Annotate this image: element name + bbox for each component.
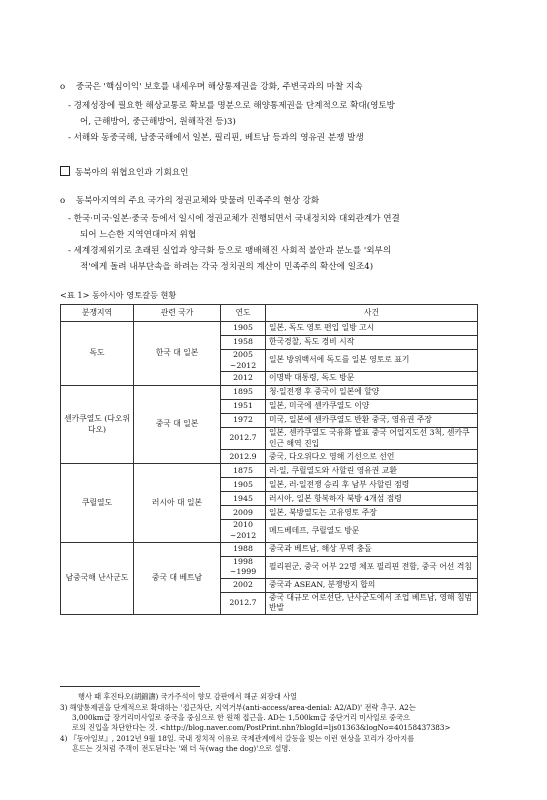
event-cell: 미국, 일본에 센카쿠열도 반환 중국, 영유권 주장: [266, 414, 478, 428]
bullet-2: [60, 196, 319, 207]
year-cell: 1905: [221, 322, 266, 336]
event-cell: 중국, 다오위다오 영해 기선으로 선언: [266, 450, 478, 464]
region-cell: 독도: [61, 322, 134, 386]
event-cell: 필리핀군, 중국 어부 22명 체포 필리핀 전함, 중국 어선 격침: [266, 556, 478, 578]
table-row: [61, 542, 478, 556]
year-cell: 2002: [221, 578, 266, 592]
section-heading: [60, 166, 188, 179]
countries-cell: 중국 대 일본: [134, 386, 221, 464]
header-year: 연도: [221, 305, 266, 322]
bullet-1-sub-1-line-1: - 경제성장에 필요한 해상교통로 확보를 명분으로 해양통제권을 단계적으로 확대(영토방: [68, 101, 395, 111]
year-cell: 1998 ~1999: [221, 556, 266, 578]
footnote-divider: [60, 686, 200, 687]
bullet-1-sub-2: - 서해와 동중국해, 남중국해에서 일본, 필리핀, 베트남 등과의 영유권 분쟁 발생: [68, 133, 364, 143]
bullet-1-sub-1-line-2: 어, 근해방어, 중근해방어, 원해작전 등)3): [80, 117, 236, 127]
bullet-marker: o: [60, 82, 66, 92]
table-caption: <표 1> 동아시아 영토갈등 현황: [60, 290, 177, 300]
event-cell: 일본, 러·일전쟁 승리 후 남부 사할린 점령: [266, 478, 478, 492]
table-row: [61, 464, 478, 478]
table-body: [61, 322, 478, 615]
header-event: 사건: [266, 305, 478, 322]
event-cell: 일본, 미국에 센카쿠열도 이양: [266, 400, 478, 414]
region-cell: 쿠릴열도: [61, 464, 134, 542]
event-cell: 메드베데프, 쿠릴열도 방문: [266, 520, 478, 542]
footnote-4-line-1: 4) 『동아일보』, 2012년 9월 18일. 국내 정치적 이유로 국제관계에서 갈등을 빚는 이런 현상을 꼬리가 강아지를: [60, 734, 415, 743]
event-cell: 이명박 대통령, 독도 방문: [266, 372, 478, 386]
bullet-marker: o: [60, 196, 66, 206]
year-cell: 2005 ~2012: [221, 350, 266, 372]
section-heading-text: 동북아의 위협요인과 기회요인: [75, 168, 189, 178]
year-cell: 1895: [221, 386, 266, 400]
year-cell: 2012: [221, 372, 266, 386]
event-cell: 일본, 센카쿠열도 국유화 발표 중국 어업지도선 3척, 센카쿠 인근 해역 진입: [266, 428, 478, 450]
footnote-4-line-2: 흔드는 것처럼 주객이 전도된다는 '왜 더 독(wag the dog)'으로 설명.: [72, 744, 291, 753]
bullet-2-sub-2-line-1: - 세계경제위기로 초래된 실업과 양극화 등으로 팽배해진 사회적 불안과 분노를 '외부의: [68, 246, 392, 256]
year-cell: 1905: [221, 478, 266, 492]
countries-cell: 러시아 대 일본: [134, 464, 221, 542]
year-cell: 1951: [221, 400, 266, 414]
event-cell: 중국과 베트남, 해상 무력 충돌: [266, 542, 478, 556]
year-cell: 2012.9: [221, 450, 266, 464]
event-cell: 일본, 독도 영토 편입 일방 고시: [266, 322, 478, 336]
checkbox-square-icon: [60, 166, 70, 176]
year-cell: 1988: [221, 542, 266, 556]
year-cell: 1958: [221, 336, 266, 350]
year-cell: 1945: [221, 492, 266, 506]
region-cell: 남중국해 난사군도: [61, 542, 134, 614]
footnote-3-line-3: 로의 진입을 차단한다는 것. <http://blog.naver.com/PostPrint.nhn?blogId=ljs01363&logNo=40158437383>: [72, 723, 451, 732]
countries-cell: 중국 대 베트남: [134, 542, 221, 614]
event-cell: 중국과 ASEAN, 분쟁방지 합의: [266, 578, 478, 592]
header-region: 분쟁지역: [61, 305, 134, 322]
table-header-row: [61, 305, 478, 322]
event-cell: 러시아, 일본 항복하자 북방 4개섬 점령: [266, 492, 478, 506]
year-cell: 1875: [221, 464, 266, 478]
bullet-1-text: 중국은 '핵심이익' 보호를 내세우며 해상통제권을 강화, 주변국과의 마찰 지속: [75, 82, 363, 92]
bullet-2-text: 동북아지역의 주요 국가의 정권교체와 맞물려 민족주의 현상 강화: [75, 196, 320, 206]
countries-cell: 한국 대 일본: [134, 322, 221, 386]
year-cell: 2012.7: [221, 428, 266, 450]
region-cell: 센카쿠열도 (다오위다오): [61, 386, 134, 464]
year-cell: 2010 ~2012: [221, 520, 266, 542]
year-cell: 1972: [221, 414, 266, 428]
event-cell: 중국 대규모 어로선단, 난사군도에서 조업 베트남, 영해 침범 반발: [266, 592, 478, 614]
footnote-continuation: 행사 때 후진타오(胡錦濤) 국가주석이 향모 감판에서 해군 외장대 사열: [78, 692, 298, 701]
footnote-3-line-1: 3) 해양통제권을 단계적으로 확대하는 '접근차단, 지역거부(anti-access/area-denial: A2/AD)' 전략 추구. A2는: [60, 703, 416, 712]
bullet-2-sub-1-line-1: - 한국·미국·일본·중국 등에서 일시에 정권교체가 진행되면서 국내정치와 대외관계가 연결: [68, 214, 400, 224]
year-cell: 2009: [221, 506, 266, 520]
territorial-dispute-table: [60, 304, 478, 615]
bullet-1: [60, 82, 363, 93]
event-cell: 청·일전쟁 후 중국이 일본에 할양: [266, 386, 478, 400]
event-cell: 러·일, 쿠릴열도와 사할린 영유권 교환: [266, 464, 478, 478]
bullet-2-sub-2-line-2: 적'에게 돌려 내부단속을 하려는 각국 정치권의 계산이 민족주의 확산에 일조4): [80, 262, 374, 272]
event-cell: 한국경찰, 독도 경비 시작: [266, 336, 478, 350]
table-row: [61, 386, 478, 400]
year-cell: 2012.7: [221, 592, 266, 614]
header-countries: 관련 국가: [134, 305, 221, 322]
event-cell: 일본, 북방열도는 고유영토 주장: [266, 506, 478, 520]
footnote-3-line-2: 3,000km급 장거리미사일로 중국을 중심으로 한 원해 접근을. AD는 1,500km급 중단거리 미사일로 중국으: [72, 713, 410, 722]
table-row: [61, 322, 478, 336]
event-cell: 일본 방위백서에 독도를 일본 영토로 표기: [266, 350, 478, 372]
bullet-2-sub-1-line-2: 되어 느슨한 지역연대마저 위협: [80, 230, 197, 240]
